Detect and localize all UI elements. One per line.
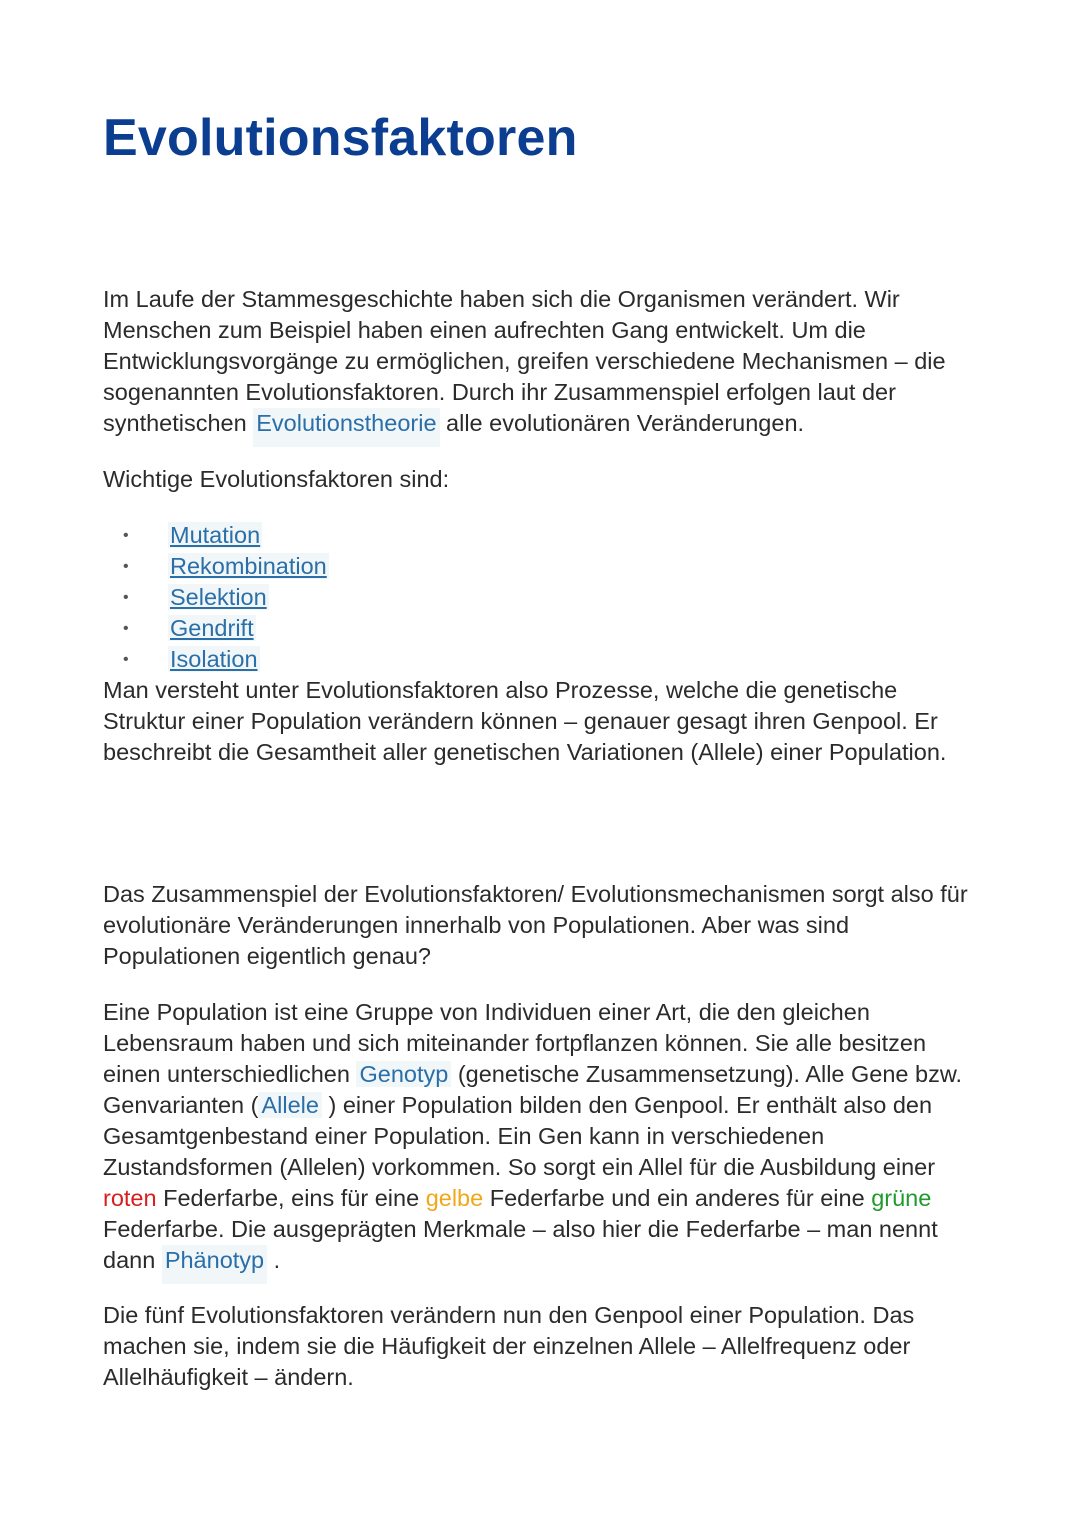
color-word-yellow: gelbe: [425, 1185, 484, 1211]
link-phaenotyp[interactable]: Phänotyp: [162, 1245, 267, 1284]
intro-text-2: alle evolutionären Veränderungen.: [446, 410, 805, 436]
population-question-text: Das Zusammenspiel der Evolutionsfaktoren/ Evolutionsmechanismen sorgt also für evolutionäre Veränderungen innerhalb von Populationen. Aber was sind Populationen eigentlich genau?: [103, 881, 968, 969]
population-text-7: .: [273, 1247, 281, 1273]
intro-text-1: Im Laufe der Stammesgeschichte haben sich die Organismen verändert. Wir Menschen zum Beispiel haben einen aufrechten Gang entwickelt. Um die Entwicklungsvorgänge zu ermöglichen, greifen verschiedene Mechanismen – die sogenannten Evolutionsfaktoren. Durch ihr Zusammenspiel erfolgen laut der synthetischen: [103, 286, 946, 436]
list-heading: [103, 464, 983, 495]
population-text-1: Eine Population ist eine Gruppe von Individuen einer Art, die den gleichen Lebensraum haben und sich miteinander fortpflanzen können. Sie alle besitzen einen unterschiedlichen: [103, 999, 927, 1087]
factor-link-gendrift[interactable]: Gendrift: [170, 615, 254, 641]
link-allele[interactable]: Allele: [258, 1092, 321, 1118]
factor-link-selektion[interactable]: Selektion: [170, 584, 267, 610]
population-text-2: (genetische Zusammensetzung). Alle Gene bzw. Genvarianten (: [103, 1061, 963, 1118]
list-item: [103, 551, 983, 582]
population-question-paragraph: [103, 879, 983, 972]
definition-paragraph: [103, 675, 983, 768]
page-title: Evolutionsfaktoren: [103, 109, 578, 167]
conclusion-paragraph: [103, 1300, 983, 1393]
population-text-4: Federfarbe, eins für eine: [163, 1185, 420, 1211]
list-item: [103, 520, 983, 551]
list-item: [103, 613, 983, 644]
factor-link-isolation[interactable]: Isolation: [170, 646, 258, 672]
factor-list: [103, 520, 983, 675]
population-text-6: Federfarbe. Die ausgeprägten Merkmale – also hier die Federfarbe – man nennt dann: [103, 1216, 938, 1273]
intro-paragraph: [103, 284, 983, 439]
factor-list-container: [103, 520, 983, 675]
color-word-red: roten: [103, 1185, 157, 1211]
link-evolutionstheorie[interactable]: Evolutionstheorie: [253, 408, 439, 447]
definition-text: Man versteht unter Evolutionsfaktoren also Prozesse, welche die genetische Struktur einer Population verändern können – genauer gesagt ihren Genpool. Er beschreibt die Gesamtheit aller genetischen Variationen (Allele) einer Population.: [103, 677, 947, 765]
link-genotyp[interactable]: Genotyp: [356, 1061, 451, 1087]
factor-link-rekombination[interactable]: Rekombination: [170, 553, 327, 579]
list-heading-text: Wichtige Evolutionsfaktoren sind:: [103, 466, 450, 492]
population-text-3: ) einer Population bilden den Genpool. Er enthält also den Gesamtgenbestand einer Population. Ein Gen kann in verschiedenen Zustandsformen (Allelen) vorkommen. So sorgt ein Allel für die Ausbildung einer: [103, 1092, 936, 1180]
color-word-green: grüne: [871, 1185, 932, 1211]
population-text-5: Federfarbe und ein anderes für eine: [489, 1185, 865, 1211]
list-item: [103, 644, 983, 675]
population-paragraph: [103, 997, 983, 1276]
list-item: [103, 582, 983, 613]
conclusion-text: Die fünf Evolutionsfaktoren verändern nun den Genpool einer Population. Das machen sie, indem sie die Häufigkeit der einzelnen Allele – Allelfrequenz oder Allelhäufigkeit – ändern.: [103, 1302, 915, 1390]
factor-link-mutation[interactable]: Mutation: [170, 522, 261, 548]
